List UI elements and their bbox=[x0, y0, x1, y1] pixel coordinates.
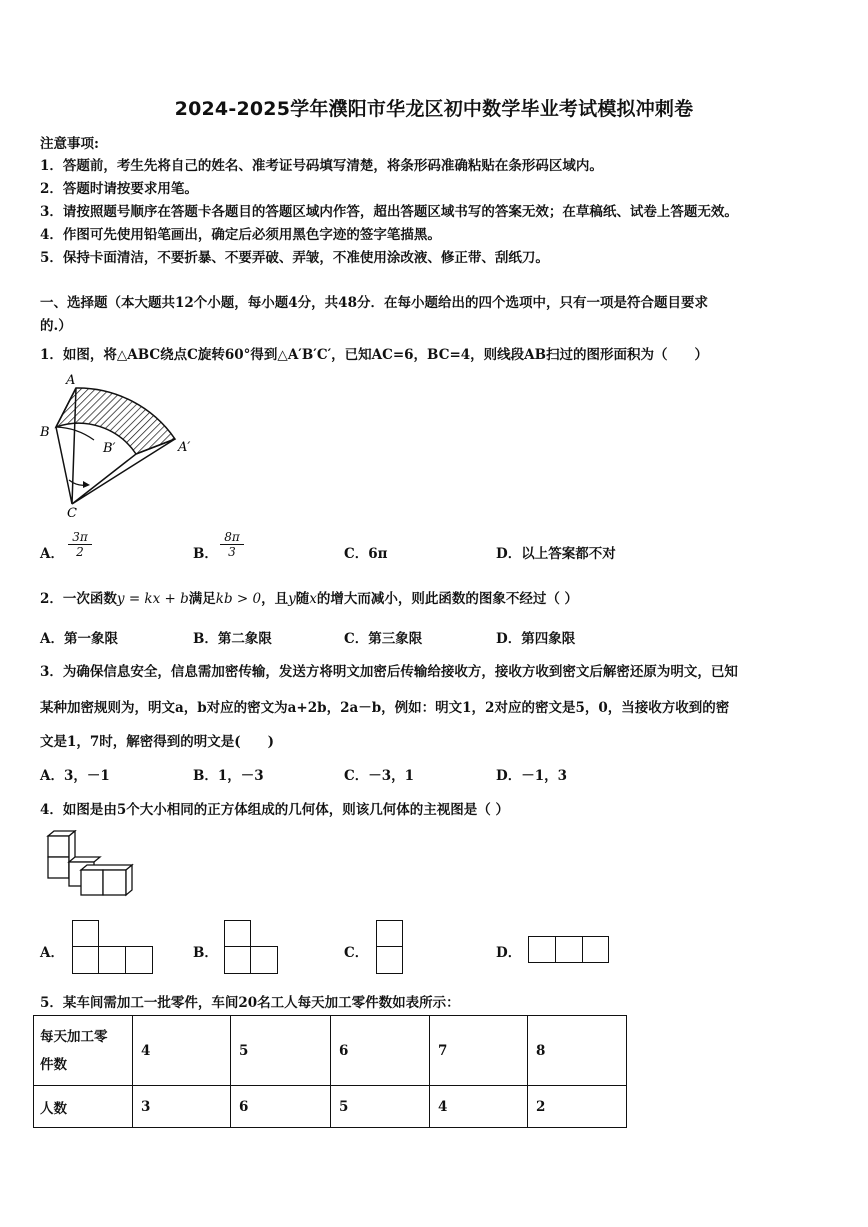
view-square bbox=[250, 946, 278, 974]
view-square bbox=[555, 936, 583, 963]
view-square bbox=[376, 920, 403, 947]
q4-option-a-view bbox=[72, 920, 154, 974]
q2-part-5: 的增大而减小，则此函数的图象不经过（ ） bbox=[316, 591, 579, 607]
label-c: C bbox=[67, 506, 77, 520]
label-a: A bbox=[66, 373, 76, 388]
question-1-text: 1．如图，将△ABC绕点C旋转60°得到△A′B′C′，已知AC=6，BC=4，则线段AB扫过的图形面积为（ ） bbox=[40, 347, 709, 363]
view-square bbox=[72, 920, 99, 947]
view-square bbox=[528, 936, 556, 963]
notes-heading: 注意事项: bbox=[40, 136, 99, 152]
fraction-numerator: 3π bbox=[68, 530, 92, 545]
q2-part-3: ，且 bbox=[261, 591, 289, 607]
q2-option-a: A．第一象限 bbox=[40, 631, 118, 647]
q4-option-c-label: C． bbox=[344, 945, 369, 961]
view-square bbox=[98, 946, 126, 974]
view-square bbox=[72, 946, 99, 974]
rotation-figure bbox=[36, 370, 206, 520]
q2-math-x: x bbox=[309, 591, 317, 607]
q2-part-1: 2．一次函数 bbox=[40, 591, 117, 607]
q4-option-d-label: D． bbox=[496, 945, 522, 961]
question-3-line-1: 3．为确保信息安全，信息需加密传输，发送方将明文加密后传输给接收方，接收方收到密文后解密还原为明文，已知 bbox=[40, 664, 738, 680]
header-line-2: 件数 bbox=[40, 1056, 67, 1073]
q1-option-b-fraction bbox=[220, 530, 244, 559]
label-b-prime: B′ bbox=[103, 441, 116, 456]
q4-option-b-view bbox=[224, 920, 278, 974]
table-cell: 5 bbox=[231, 1016, 331, 1086]
table-cell: 6 bbox=[331, 1016, 430, 1086]
question-3-line-2: 某种加密规则为，明文a，b对应的密文为a+2b，2a－b，例如：明文1，2对应的密文是5，0，当接收方收到的密 bbox=[40, 700, 730, 716]
table-cell: 4 bbox=[430, 1086, 528, 1128]
fraction-numerator: 8π bbox=[220, 530, 244, 545]
q4-option-c-view bbox=[376, 920, 404, 974]
q2-option-b: B．第二象限 bbox=[193, 631, 272, 647]
label-a-prime: A′ bbox=[178, 440, 191, 455]
q2-math-condition: kb > 0 bbox=[215, 591, 262, 607]
q2-part-4: 随 bbox=[295, 591, 310, 607]
question-5-text: 5．某车间需加工一批零件，车间20名工人每天加工零件数如表所示： bbox=[40, 995, 460, 1011]
note-item-1: 1．答题前，考生先将自己的姓名、准考证号码填写清楚，将条形码准确粘贴在条形码区域内。 bbox=[40, 158, 603, 174]
q1-option-a-label: A． bbox=[40, 546, 64, 562]
q3-option-c: C．－3，1 bbox=[344, 768, 415, 784]
fraction-denominator: 3 bbox=[228, 545, 236, 559]
table-header-cell: 人数 bbox=[34, 1086, 133, 1128]
view-square bbox=[224, 920, 251, 947]
section-heading-line1: 一、选择题（本大题共12个小题，每小题4分，共48分．在每小题给出的四个选项中，只有一项是符合题目要求 bbox=[40, 295, 708, 311]
q1-option-a-fraction bbox=[68, 530, 92, 559]
table-cell: 6 bbox=[231, 1086, 331, 1128]
table-row bbox=[34, 1086, 627, 1128]
label-b: B bbox=[40, 425, 50, 440]
q4-option-d-view bbox=[528, 936, 610, 964]
page-title: 2024-2025学年濮阳市华龙区初中数学毕业考试模拟冲刺卷 bbox=[174, 98, 694, 120]
q3-option-b: B．1，－3 bbox=[193, 768, 264, 784]
note-item-4: 4．作图可先使用铅笔画出，确定后必须用黑色字迹的签字笔描黑。 bbox=[40, 227, 441, 243]
view-square bbox=[582, 936, 609, 963]
q3-option-d: D．－1，3 bbox=[496, 768, 567, 784]
table-cell: 8 bbox=[528, 1016, 627, 1086]
arrow-head-icon bbox=[83, 481, 90, 488]
fraction-denominator: 2 bbox=[76, 545, 84, 559]
workers-table bbox=[33, 1015, 627, 1128]
note-item-2: 2．答题时请按要求用笔。 bbox=[40, 181, 198, 197]
view-square bbox=[125, 946, 153, 974]
section-heading-line2: 的.） bbox=[40, 318, 72, 334]
q4-option-a-label: A． bbox=[40, 945, 64, 961]
question-3-line-3: 文是1，7时，解密得到的明文是( ) bbox=[40, 734, 275, 750]
question-2-text bbox=[40, 587, 578, 607]
note-item-5: 5．保持卡面清洁，不要折暴、不要弄破、弄皱，不准使用涂改液、修正带、刮纸刀。 bbox=[40, 250, 549, 266]
note-item-3: 3．请按照题号顺序在答题卡各题目的答题区域内作答，超出答题区域书写的答案无效；在草稿纸、试卷上答题无效。 bbox=[40, 204, 738, 220]
question-4-text: 4．如图是由5个大小相同的正方体组成的几何体，则该几何体的主视图是（ ） bbox=[40, 802, 509, 818]
table-cell: 3 bbox=[133, 1086, 231, 1128]
table-cell: 7 bbox=[430, 1016, 528, 1086]
table-header-cell bbox=[34, 1016, 133, 1086]
q1-option-b-label: B． bbox=[193, 546, 218, 562]
table-cell: 4 bbox=[133, 1016, 231, 1086]
q2-math-function: y = kx + b bbox=[116, 591, 189, 607]
q1-option-c: C．6π bbox=[344, 546, 388, 562]
q3-option-a: A．3，－1 bbox=[40, 768, 110, 784]
triangle-a1b1c bbox=[72, 439, 175, 504]
q4-option-b-label: B． bbox=[193, 945, 218, 961]
cube-solid-figure bbox=[44, 830, 134, 900]
q2-math-y: y bbox=[288, 591, 296, 607]
view-square bbox=[376, 946, 403, 974]
view-square bbox=[224, 946, 251, 974]
q2-part-2: 满足 bbox=[188, 591, 216, 607]
header-line-1: 每天加工零 bbox=[40, 1028, 108, 1045]
q2-option-c: C．第三象限 bbox=[344, 631, 423, 647]
table-cell: 5 bbox=[331, 1086, 430, 1128]
table-cell: 2 bbox=[528, 1086, 627, 1128]
q2-option-d: D．第四象限 bbox=[496, 631, 576, 647]
q1-option-d: D．以上答案都不对 bbox=[496, 546, 616, 562]
table-row bbox=[34, 1016, 627, 1086]
